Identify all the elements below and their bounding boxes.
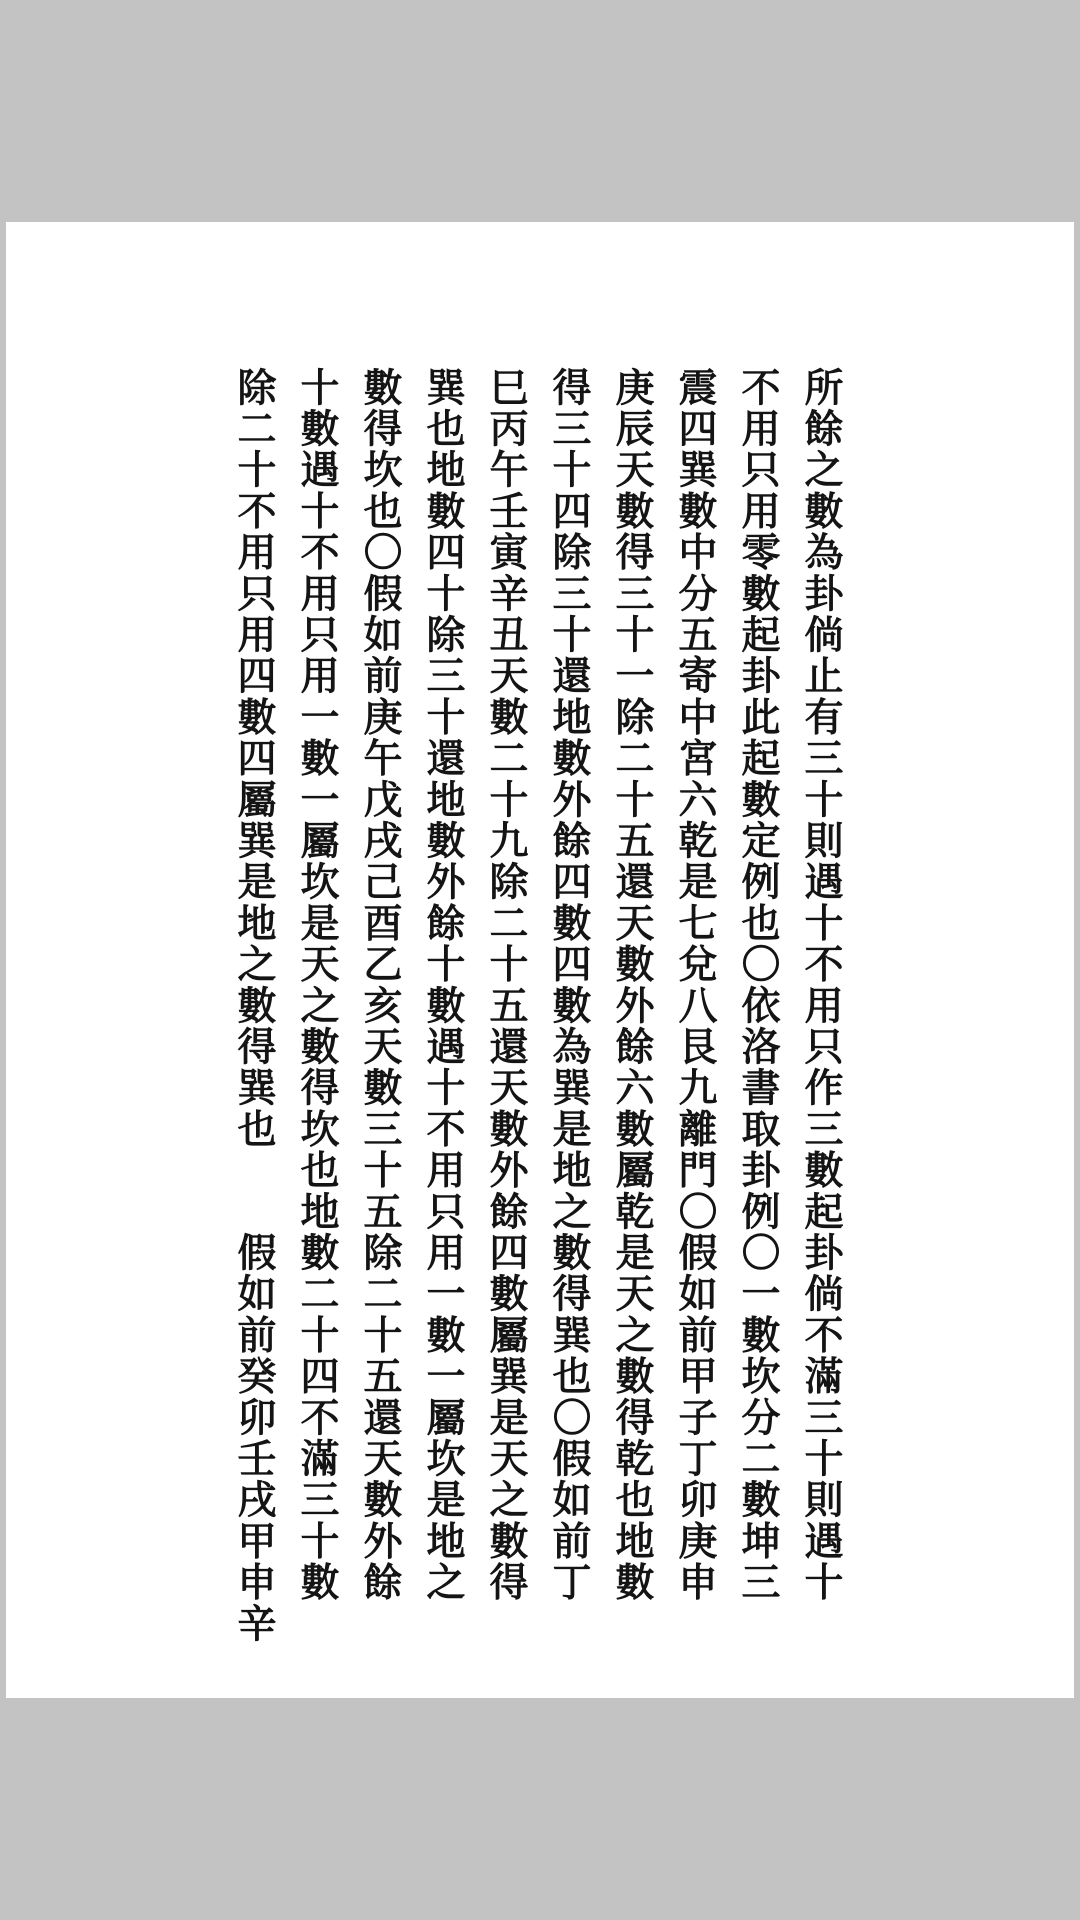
- vertical-text-block: [222, 367, 852, 1645]
- text-column-2: 不用只用零數起卦此起數定例也〇依洛書取卦例〇一數坎分二數坤三: [735, 367, 781, 1603]
- text-column-7: 巽也地數四十除三十還地數外餘十數遇十不用只用一數一屬坎是地之: [420, 367, 466, 1603]
- text-column-8: 數得坎也〇假如前庚午戊戌己酉乙亥天數三十五除二十五還天數外餘: [357, 367, 403, 1603]
- scanned-page: [6, 222, 1074, 1698]
- text-column-10: 除二十不用只用四數四屬巽是地之數得巽也 假如前癸卯壬戌甲申辛: [231, 367, 277, 1645]
- text-column-6: 巳丙午壬寅辛丑天數二十九除二十五還天數外餘四數屬巽是天之數得: [483, 367, 529, 1603]
- text-column-1: 所餘之數為卦倘止有三十則遇十不用只作三數起卦倘不滿三十則遇十: [798, 367, 844, 1603]
- text-column-4: 庚辰天數得三十一除二十五還天數外餘六數屬乾是天之數得乾也地數: [609, 367, 655, 1603]
- text-column-3: 震四巽數中分五寄中宮六乾是七兌八艮九離門〇假如前甲子丁卯庚申: [672, 367, 718, 1603]
- text-column-9: 十數遇十不用只用一數一屬坎是天之數得坎也地數二十四不滿三十數: [294, 367, 340, 1603]
- text-column-5: 得三十四除三十還地數外餘四數四數為巽是地之數得巽也〇假如前丁: [546, 367, 592, 1603]
